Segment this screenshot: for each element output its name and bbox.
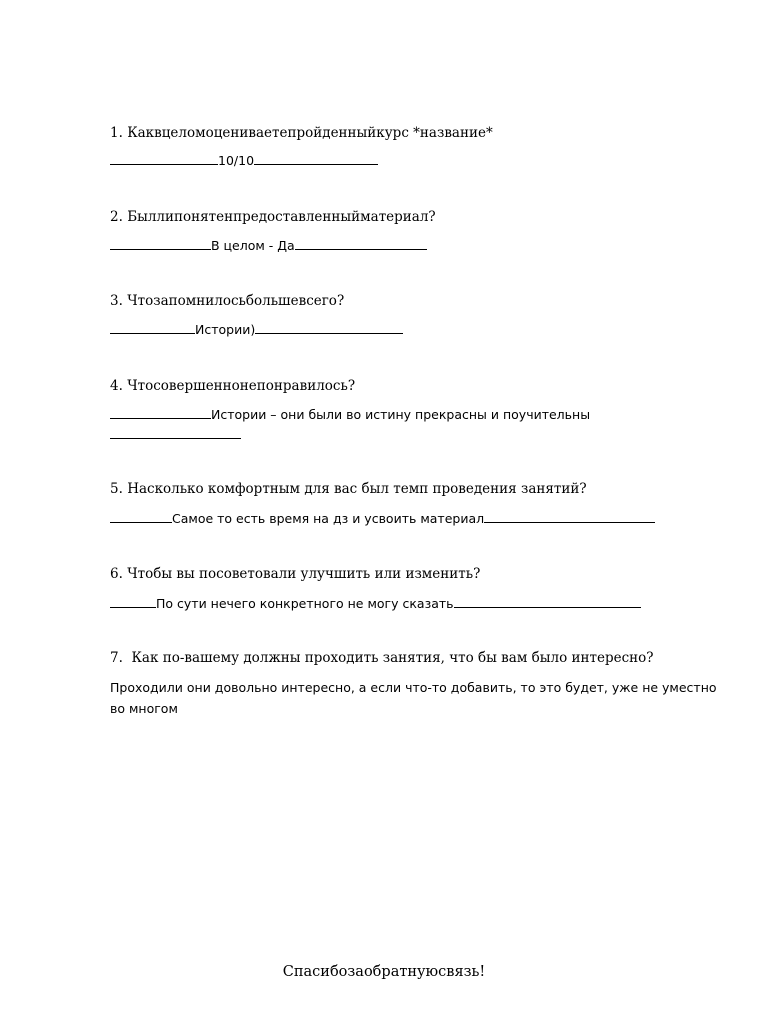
answer-1-line-right: [254, 151, 378, 165]
question-6-number: 6.: [110, 566, 123, 582]
answer-1: [110, 151, 378, 170]
answer-5-text: Самое то есть время на дз и усвоить материал: [172, 511, 485, 526]
answer-6-line-right: [454, 594, 641, 608]
thank-you-footer: Спасибозаобратнуюсвязь!: [282, 964, 486, 980]
question-2: [110, 208, 436, 226]
answer-3-line-right: [255, 320, 403, 334]
answer-1-text: 10/10: [218, 153, 255, 168]
answer-5: [110, 509, 655, 528]
question-4-text: Чтосовершеннонепонравилось?: [127, 378, 356, 394]
question-1: [110, 124, 493, 142]
question-4-number: 4.: [110, 378, 123, 394]
question-7: [110, 649, 654, 667]
answer-1-line-left: [110, 151, 218, 165]
answer-6-line-left: [110, 594, 156, 608]
question-2-number: 2.: [110, 209, 123, 225]
answer-6-text: По сути нечего конкретного не могу сказать: [156, 596, 454, 611]
answer-7-text: Проходили они довольно интересно, а если что-то добавить, то это будет, уже не уместно во многом: [110, 680, 717, 716]
answer-2-line-left: [110, 236, 211, 250]
question-7-number: 7.: [110, 650, 123, 666]
question-5: [110, 480, 587, 498]
answer-2-line-right: [295, 236, 427, 250]
answer-3: [110, 320, 403, 339]
question-3: [110, 292, 344, 310]
question-1-number: 1.: [110, 125, 123, 141]
question-5-number: 5.: [110, 481, 123, 497]
answer-5-line-left: [110, 509, 172, 523]
question-3-text: Чтозапомнилосьбольшевсего?: [127, 293, 345, 309]
question-3-number: 3.: [110, 293, 123, 309]
answer-4-text: Истории – они были во истину прекрасны и поучительны: [211, 407, 591, 422]
question-4: [110, 377, 355, 395]
question-6-text: Чтобы вы посоветовали улучшить или изменить?: [127, 566, 481, 582]
answer-3-text: Истории): [195, 322, 256, 337]
answer-4-line-continuation: [110, 438, 241, 439]
question-1-text: Каквцеломоцениваетепройденныйкурс *название*: [127, 125, 493, 141]
answer-3-line-left: [110, 320, 195, 334]
answer-7: [110, 677, 720, 719]
question-5-text: Насколько комфортным для вас был темп проведения занятий?: [127, 481, 587, 497]
question-2-text: Быллипонятенпредоставленныйматериал?: [127, 209, 436, 225]
question-6: [110, 565, 480, 583]
answer-2: [110, 236, 427, 255]
question-7-text: Как по-вашему должны проходить занятия, что бы вам было интересно?: [131, 650, 654, 666]
answer-2-text: В целом - Да: [211, 238, 295, 253]
answer-4: [110, 405, 590, 424]
answer-5-line-right: [484, 509, 655, 523]
answer-6: [110, 594, 641, 613]
answer-4-line-left: [110, 405, 211, 419]
